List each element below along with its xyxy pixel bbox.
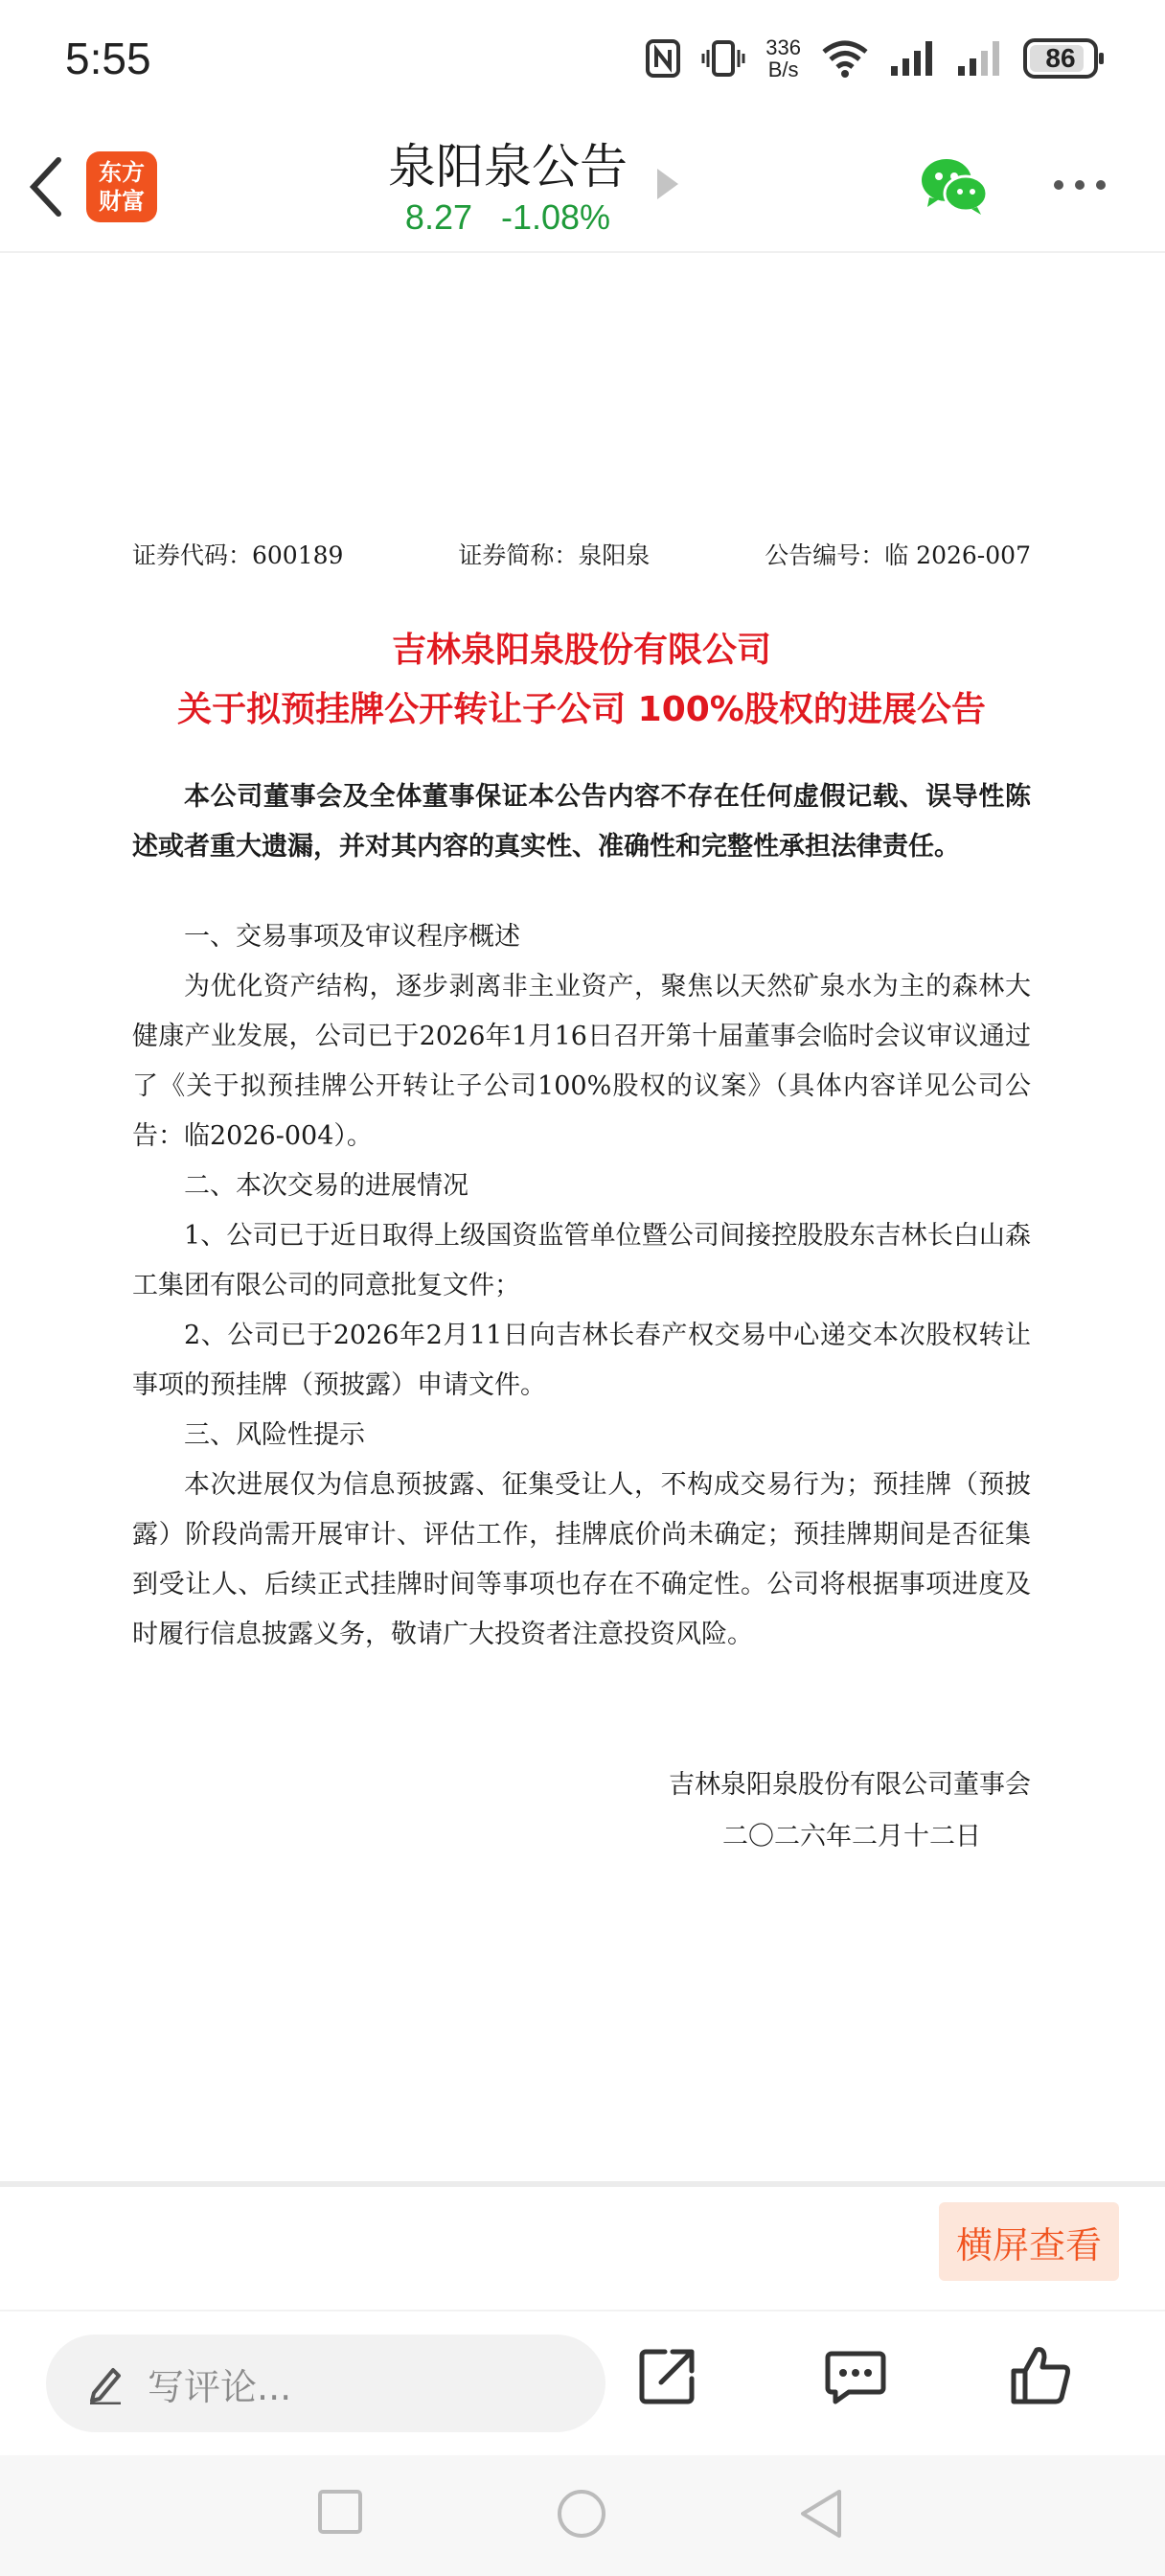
nav-bar: [0, 125, 1165, 253]
paragraph: 1、公司已于近日取得上级国资监管单位暨公司间接控股股东吉林长白山森工集团有限公司的同意批复文件；: [132, 1221, 1031, 1300]
more-dots-icon: [1054, 180, 1063, 190]
signer: 吉林泉阳泉股份有限公司董事会: [669, 1770, 1031, 1800]
recents-button[interactable]: [316, 2488, 364, 2540]
landscape-view-button[interactable]: 横屏查看: [939, 2202, 1119, 2281]
wifi-icon: [820, 38, 870, 79]
divider: [0, 2181, 1165, 2187]
status-time: 5:55: [65, 34, 151, 83]
stock-quote: [364, 197, 651, 238]
like-icon: [1010, 2344, 1073, 2407]
share-icon: [636, 2344, 699, 2407]
home-icon: [556, 2488, 607, 2540]
recents-icon: [316, 2488, 364, 2536]
page-title: 泉阳泉公告: [388, 139, 628, 195]
signal-icon: [889, 39, 937, 78]
section-heading: 二、本次交易的进展情况: [184, 1171, 468, 1201]
comment-icon: [824, 2344, 887, 2407]
status-icons: [645, 34, 1098, 82]
bottom-action-bar: [0, 2310, 1165, 2455]
paragraph: 为优化资产结构，逐步剥离非主业资产，聚焦以天然矿泉水为主的森林大健康产业发展，公司已于2026年1月16日召开第十届董事会临时会议审议通过了《关于拟预挂牌公开转让子公司100%股权的议案》（具体内容详见公司公告：临2026-004）。: [132, 972, 1031, 1151]
wechat-share-button[interactable]: [920, 155, 989, 220]
security-short-name: 证券简称：泉阳泉: [458, 541, 651, 569]
status-bar: [0, 0, 1165, 117]
nfc-icon: [645, 38, 681, 79]
doc-date: 二〇二六年二月十二日: [722, 1822, 981, 1852]
back-button[interactable]: [21, 153, 69, 220]
paragraph: 本次进展仅为信息预披露、征集受让人，不构成交易行为；预挂牌（预披露）阶段尚需开展审计、评估工作，挂牌底价尚未确定；预挂牌期间是否征集到受让人、后续正式挂牌时间等事项也存在不确定性。公司将根据事项进度及时履行信息披露义务，敬请广大投资者注意投资风险。: [132, 1470, 1031, 1649]
play-arrow-icon[interactable]: [657, 169, 678, 199]
comment-input[interactable]: [46, 2334, 605, 2432]
doc-title: 吉林泉阳泉股份有限公司 关于拟预挂牌公开转让子公司 100%股权的进展公告: [177, 631, 986, 729]
paragraph: 2、公司已于2026年2月11日向吉林长春产权交易中心递交本次股权转让事项的预挂牌（预披露）申请文件。: [132, 1321, 1031, 1400]
stock-price: 8.27: [404, 197, 472, 237]
system-nav-bar: [0, 2455, 1165, 2576]
security-code: 证券代码：600189: [132, 541, 344, 569]
comment-placeholder: 写评论...: [148, 2365, 292, 2408]
doc-disclaimer: 本公司董事会及全体董事保证本公告内容不存在任何虚假记载、误导性陈述或者重大遗漏，并对其内容的真实性、准确性和完整性承担法律责任。: [132, 782, 1031, 862]
announcement-document: [132, 537, 1031, 1863]
signature-block: [132, 1760, 1031, 1863]
like-button[interactable]: [1010, 2344, 1073, 2411]
section-heading: 三、风险性提示: [184, 1420, 365, 1450]
notice-number: 公告编号：临 2026-007: [765, 541, 1031, 569]
network-speed: 336 B/s: [765, 35, 801, 81]
edit-icon: [86, 2362, 125, 2404]
app-logo[interactable]: 东方 财富: [86, 151, 157, 222]
vibrate-icon: [700, 38, 746, 79]
wechat-icon: [920, 155, 989, 217]
chevron-left-icon: [28, 156, 62, 218]
home-button[interactable]: [556, 2488, 607, 2543]
comments-button[interactable]: [824, 2344, 887, 2411]
back-nav-button[interactable]: [797, 2488, 845, 2543]
share-button[interactable]: [636, 2344, 699, 2411]
doc-header: [132, 537, 1031, 571]
more-button[interactable]: [1054, 180, 1106, 190]
signal-icon-2: [956, 39, 1004, 78]
battery-icon: 86: [1023, 38, 1098, 79]
back-icon: [797, 2488, 845, 2540]
stock-change: -1.08%: [501, 197, 611, 237]
section-heading: 一、交易事项及审议程序概述: [184, 922, 520, 952]
